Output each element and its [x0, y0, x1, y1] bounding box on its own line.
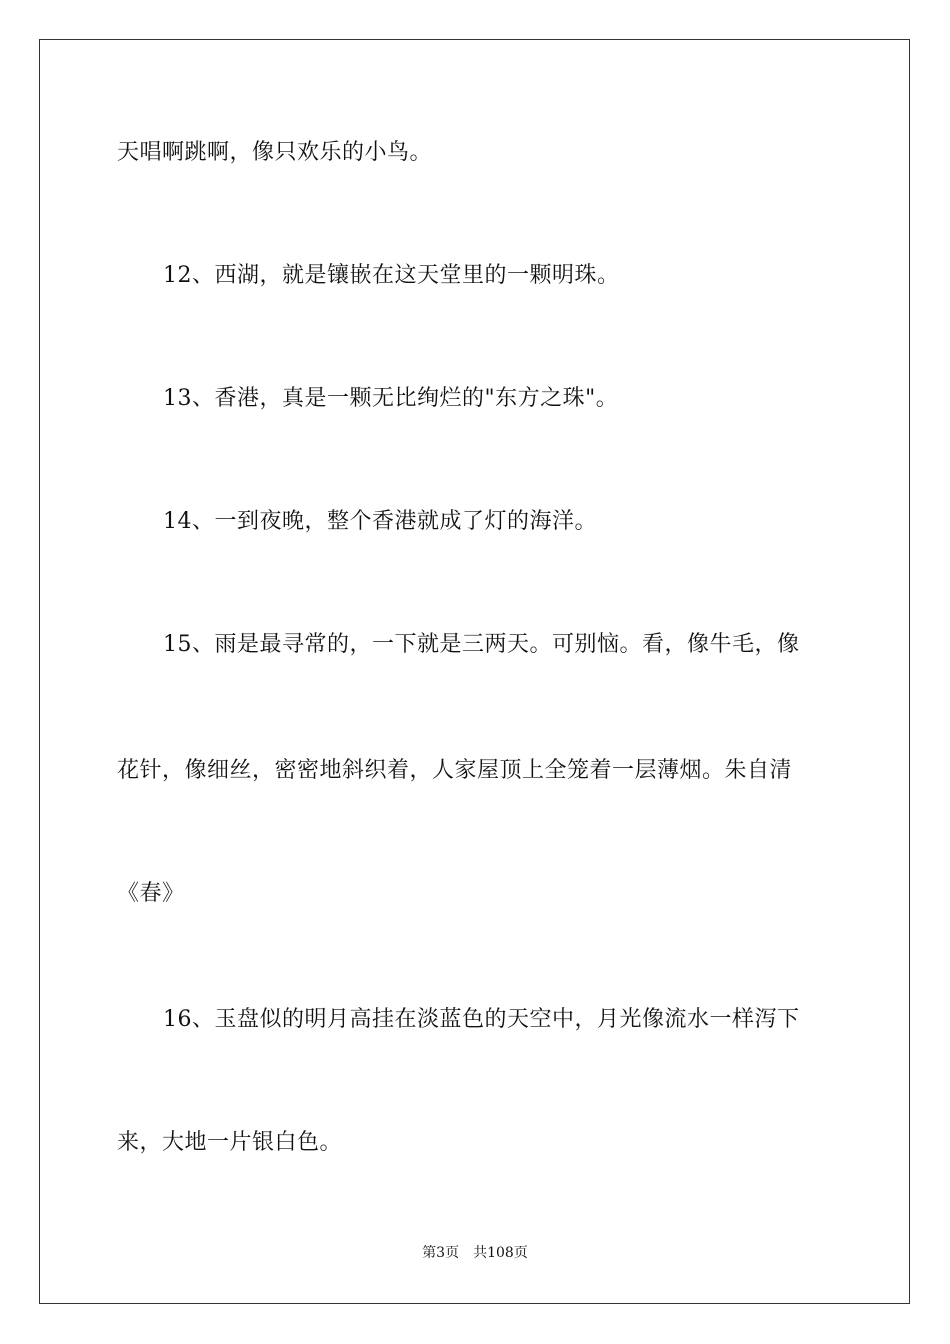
text-line-9: 来，大地一片银白色。	[117, 1130, 343, 1155]
page-border	[39, 39, 910, 1304]
page-number: 第3页	[422, 1245, 460, 1261]
text-line-3: 13、香港，真是一颗无比绚烂的"东方之珠"。	[163, 386, 619, 411]
text-line-2: 12、西湖，就是镶嵌在这天堂里的一颗明珠。	[163, 263, 620, 288]
text-line-4: 14、一到夜晚，整个香港就成了灯的海洋。	[163, 509, 597, 534]
text-line-1: 天唱啊跳啊，像只欢乐的小鸟。	[117, 140, 433, 165]
text-line-5: 15、雨是最寻常的，一下就是三两天。可别恼。看，像牛毛，像	[163, 632, 800, 657]
text-line-8: 16、玉盘似的明月高挂在淡蓝色的天空中，月光像流水一样泻下	[163, 1007, 800, 1032]
page-footer	[0, 1244, 950, 1262]
text-line-7: 《春》	[117, 881, 185, 906]
total-pages: 共108页	[473, 1245, 528, 1261]
text-line-6: 花针，像细丝，密密地斜织着，人家屋顶上全笼着一层薄烟。朱自清	[117, 758, 793, 783]
